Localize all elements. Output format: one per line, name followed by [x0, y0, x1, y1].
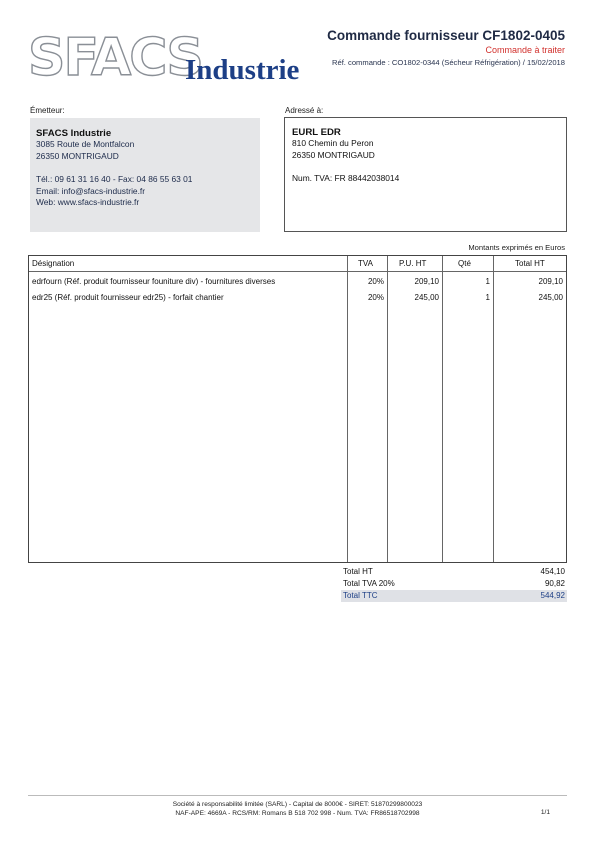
recipient-label: Adressé à:: [285, 106, 324, 115]
sender-email: Email: info@sfacs-industrie.fr: [36, 185, 146, 196]
header-divider: [29, 271, 566, 272]
footer-line1: Société à responsabilité limitée (SARL) - Capital de 8000€ - SIRET: 51870299800023: [172, 801, 423, 808]
footer-divider: [28, 795, 567, 796]
row2-total: 245,00: [538, 293, 563, 302]
document-title: Commande fournisseur CF1802-0405: [327, 28, 565, 43]
footer-line2: NAF-APE: 4669A - RCS/RM: Romans B 518 702 998 - Num. TVA: FR86518702998: [175, 810, 420, 817]
total-tva-value: 90,82: [544, 579, 565, 588]
legal-footer: [28, 800, 567, 818]
total-ttc-row: [341, 590, 567, 602]
sender-address-line2: 26350 MONTRIGAUD: [36, 150, 119, 161]
header-tva: TVA: [358, 259, 373, 268]
sender-label: Émetteur:: [30, 106, 65, 115]
row2-tva: 20%: [367, 293, 384, 302]
total-ht-row: [341, 566, 567, 578]
total-ht-value: 454,10: [540, 567, 565, 576]
row1-unit-price: 209,10: [414, 277, 439, 286]
header-total: Total HT: [515, 259, 545, 268]
status-text: Commande à traiter: [485, 45, 565, 55]
page-number: 1/1: [540, 809, 550, 816]
total-tva-label: Total TVA 20%: [343, 579, 395, 588]
company-logo: [28, 30, 313, 88]
recipient-address-line1: 810 Chemin du Peron: [292, 138, 374, 149]
recipient-box: [284, 117, 567, 232]
recipient-address-line2: 26350 MONTRIGAUD: [292, 149, 375, 160]
column-divider: [493, 256, 494, 562]
sender-name: SFACS Industrie: [36, 128, 112, 139]
column-divider: [347, 256, 348, 562]
sender-box: [30, 118, 260, 232]
row2-unit-price: 245,00: [414, 293, 439, 302]
row1-quantity: 1: [485, 277, 490, 286]
header-quantity: Qté: [458, 259, 471, 268]
recipient-vat: Num. TVA: FR 88442038014: [292, 173, 400, 184]
header-unit-price: P.U. HT: [399, 259, 427, 268]
logo-mark: SFACS: [28, 28, 202, 88]
order-reference: Réf. commande : CO1802-0344 (Sécheur Réfrigération) / 15/02/2018: [331, 58, 565, 67]
row1-total: 209,10: [538, 277, 563, 286]
header-designation: Désignation: [32, 259, 75, 268]
row1-tva: 20%: [367, 277, 384, 286]
column-divider: [387, 256, 388, 562]
total-ttc-label: Total TTC: [343, 591, 378, 600]
order-lines-table: [28, 255, 567, 563]
sender-address-line1: 3085 Route de Montfalcon: [36, 139, 135, 150]
row2-designation: edr25 (Réf. produit fournisseur edr25) - forfait chantier: [32, 293, 224, 302]
currency-note: Montants exprimés en Euros: [468, 243, 565, 252]
total-ht-label: Total HT: [343, 567, 373, 576]
sender-web: Web: www.sfacs-industrie.fr: [36, 197, 140, 208]
sender-phone: Tél.: 09 61 31 16 40 - Fax: 04 86 55 63 01: [36, 174, 193, 185]
row2-quantity: 1: [485, 293, 490, 302]
total-tva-row: [341, 578, 567, 590]
total-ttc-value: 544,92: [540, 591, 565, 600]
recipient-name: EURL EDR: [292, 127, 341, 138]
logo-suffix: Industrie: [185, 54, 300, 86]
row1-designation: edrfourn (Réf. produit fournisseur founiture div) - fournitures diverses: [32, 277, 276, 286]
totals-block: [341, 566, 567, 602]
column-divider: [442, 256, 443, 562]
